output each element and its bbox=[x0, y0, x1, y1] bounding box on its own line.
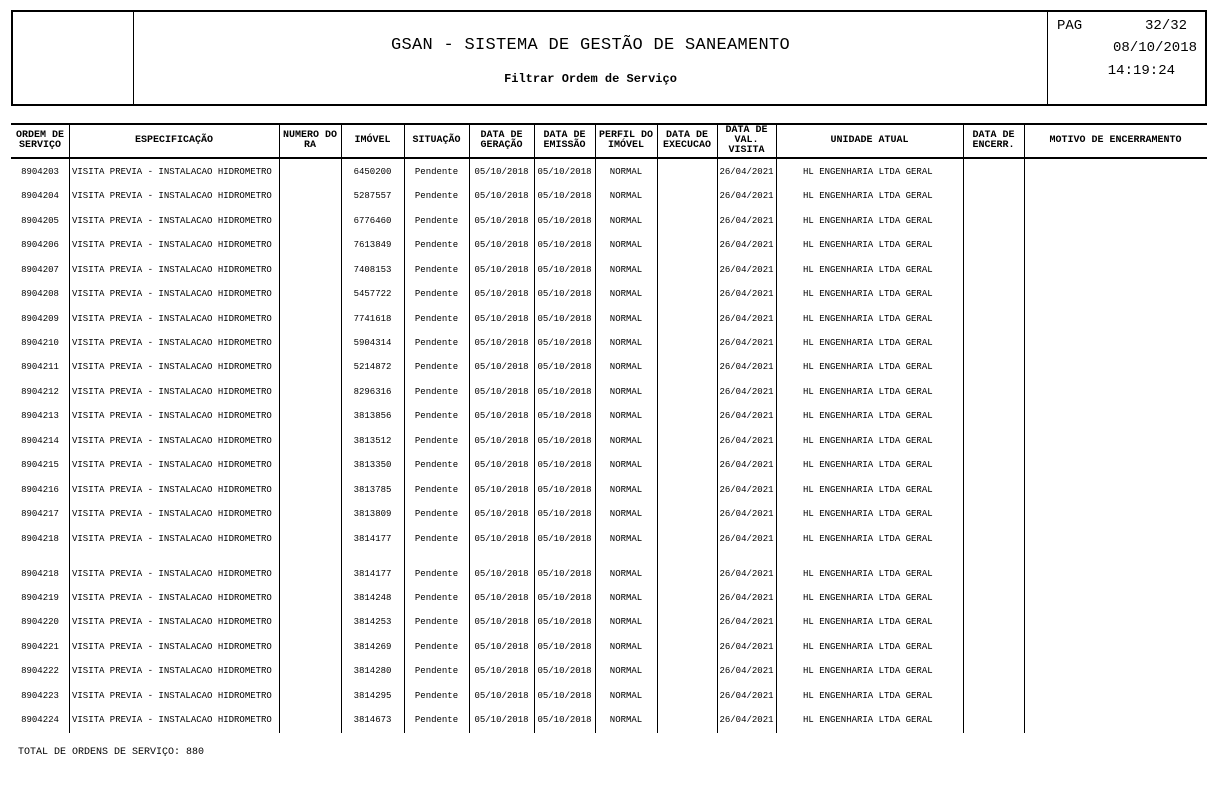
cell-geracao: 05/10/2018 bbox=[474, 642, 529, 652]
table-row bbox=[11, 507, 1207, 521]
table-row bbox=[11, 165, 1207, 179]
logo-area bbox=[13, 12, 134, 104]
cell-imovel: 7613849 bbox=[353, 240, 392, 250]
cell-emissao: 05/10/2018 bbox=[537, 191, 592, 201]
column-header-line: UNIDADE ATUAL bbox=[830, 135, 909, 146]
cell-perfil: NORMAL bbox=[609, 314, 643, 324]
cell-geracao: 05/10/2018 bbox=[474, 436, 529, 446]
cell-unidade: HL ENGENHARIA LTDA GERAL bbox=[803, 191, 933, 201]
cell-emissao: 05/10/2018 bbox=[537, 387, 592, 397]
cell-unidade: HL ENGENHARIA LTDA GERAL bbox=[803, 314, 933, 324]
th-unidade bbox=[776, 125, 963, 157]
cell-situacao: Pendente bbox=[414, 191, 459, 201]
th-execucao bbox=[657, 125, 717, 157]
cell-geracao: 05/10/2018 bbox=[474, 167, 529, 177]
cell-situacao: Pendente bbox=[414, 715, 459, 725]
cell-geracao: 05/10/2018 bbox=[474, 411, 529, 421]
cell-emissao: 05/10/2018 bbox=[537, 569, 592, 579]
page-label: PAG bbox=[1057, 18, 1083, 34]
cell-situacao: Pendente bbox=[414, 240, 459, 250]
cell-imovel: 5214872 bbox=[353, 362, 392, 372]
cell-imovel: 7741618 bbox=[353, 314, 392, 324]
cell-emissao: 05/10/2018 bbox=[537, 534, 592, 544]
cell-ordem: 8904204 bbox=[21, 191, 59, 201]
cell-imovel: 3813809 bbox=[353, 509, 392, 519]
cell-imovel: 5287557 bbox=[353, 191, 392, 201]
cell-imovel: 3814673 bbox=[353, 715, 392, 725]
cell-situacao: Pendente bbox=[414, 314, 459, 324]
cell-especificacao: VISITA PREVIA - INSTALACAO HIDROMETRO bbox=[72, 362, 272, 372]
cell-especificacao: VISITA PREVIA - INSTALACAO HIDROMETRO bbox=[72, 642, 272, 652]
cell-geracao: 05/10/2018 bbox=[474, 387, 529, 397]
table-row bbox=[11, 434, 1207, 448]
table-row bbox=[11, 713, 1207, 727]
cell-unidade: HL ENGENHARIA LTDA GERAL bbox=[803, 485, 933, 495]
cell-unidade: HL ENGENHARIA LTDA GERAL bbox=[803, 387, 933, 397]
cell-val-visita: 26/04/2021 bbox=[719, 485, 774, 495]
cell-emissao: 05/10/2018 bbox=[537, 216, 592, 226]
cell-unidade: HL ENGENHARIA LTDA GERAL bbox=[803, 436, 933, 446]
cell-imovel: 3814177 bbox=[353, 569, 392, 579]
cell-situacao: Pendente bbox=[414, 338, 459, 348]
cell-val-visita: 26/04/2021 bbox=[719, 715, 774, 725]
cell-situacao: Pendente bbox=[414, 569, 459, 579]
column-header-line: DATA DE bbox=[543, 130, 586, 141]
cell-val-visita: 26/04/2021 bbox=[719, 387, 774, 397]
column-header-line: DATA DE bbox=[725, 125, 768, 136]
cell-unidade: HL ENGENHARIA LTDA GERAL bbox=[803, 460, 933, 470]
page-number: 32/32 bbox=[1144, 18, 1187, 34]
cell-unidade: HL ENGENHARIA LTDA GERAL bbox=[803, 362, 933, 372]
column-header-line: EMISSÃO bbox=[543, 140, 586, 151]
cell-ordem: 8904206 bbox=[21, 240, 59, 250]
cell-situacao: Pendente bbox=[414, 534, 459, 544]
cell-geracao: 05/10/2018 bbox=[474, 617, 529, 627]
cell-especificacao: VISITA PREVIA - INSTALACAO HIDROMETRO bbox=[72, 411, 272, 421]
cell-ordem: 8904217 bbox=[21, 509, 59, 519]
cell-ordem: 8904203 bbox=[21, 167, 59, 177]
cell-situacao: Pendente bbox=[414, 216, 459, 226]
cell-perfil: NORMAL bbox=[609, 642, 643, 652]
cell-situacao: Pendente bbox=[414, 460, 459, 470]
cell-imovel: 7408153 bbox=[353, 265, 392, 275]
cell-situacao: Pendente bbox=[414, 436, 459, 446]
column-header-line: IMÓVEL bbox=[354, 135, 391, 146]
cell-geracao: 05/10/2018 bbox=[474, 569, 529, 579]
cell-val-visita: 26/04/2021 bbox=[719, 191, 774, 201]
cell-unidade: HL ENGENHARIA LTDA GERAL bbox=[803, 593, 933, 603]
cell-emissao: 05/10/2018 bbox=[537, 666, 592, 676]
cell-emissao: 05/10/2018 bbox=[537, 436, 592, 446]
cell-ordem: 8904223 bbox=[21, 691, 59, 701]
cell-val-visita: 26/04/2021 bbox=[719, 338, 774, 348]
cell-especificacao: VISITA PREVIA - INSTALACAO HIDROMETRO bbox=[72, 167, 272, 177]
cell-ordem: 8904207 bbox=[21, 265, 59, 275]
orders-table bbox=[11, 123, 1207, 159]
cell-ordem: 8904208 bbox=[21, 289, 59, 299]
cell-val-visita: 26/04/2021 bbox=[719, 167, 774, 177]
cell-situacao: Pendente bbox=[414, 387, 459, 397]
cell-ordem: 8904219 bbox=[21, 593, 59, 603]
cell-perfil: NORMAL bbox=[609, 436, 643, 446]
cell-imovel: 3814253 bbox=[353, 617, 392, 627]
cell-perfil: NORMAL bbox=[609, 167, 643, 177]
cell-especificacao: VISITA PREVIA - INSTALACAO HIDROMETRO bbox=[72, 191, 272, 201]
cell-perfil: NORMAL bbox=[609, 240, 643, 250]
cell-geracao: 05/10/2018 bbox=[474, 534, 529, 544]
column-header-line: PERFIL DO bbox=[598, 130, 653, 141]
cell-perfil: NORMAL bbox=[609, 191, 643, 201]
table-row bbox=[11, 640, 1207, 654]
cell-perfil: NORMAL bbox=[609, 715, 643, 725]
cell-imovel: 3813512 bbox=[353, 436, 392, 446]
column-header-line: DATA DE bbox=[480, 130, 523, 141]
cell-especificacao: VISITA PREVIA - INSTALACAO HIDROMETRO bbox=[72, 265, 272, 275]
column-header-line: MOTIVO DE ENCERRAMENTO bbox=[1049, 135, 1182, 146]
cell-situacao: Pendente bbox=[414, 509, 459, 519]
th-imovel bbox=[341, 125, 404, 157]
cell-val-visita: 26/04/2021 bbox=[719, 362, 774, 372]
table-row bbox=[11, 458, 1207, 472]
cell-imovel: 5457722 bbox=[353, 289, 392, 299]
cell-perfil: NORMAL bbox=[609, 617, 643, 627]
cell-val-visita: 26/04/2021 bbox=[719, 593, 774, 603]
cell-geracao: 05/10/2018 bbox=[474, 265, 529, 275]
cell-unidade: HL ENGENHARIA LTDA GERAL bbox=[803, 289, 933, 299]
cell-geracao: 05/10/2018 bbox=[474, 593, 529, 603]
cell-ordem: 8904216 bbox=[21, 485, 59, 495]
table-header bbox=[11, 123, 1207, 159]
table-row bbox=[11, 483, 1207, 497]
cell-val-visita: 26/04/2021 bbox=[719, 642, 774, 652]
cell-geracao: 05/10/2018 bbox=[474, 715, 529, 725]
table-row bbox=[11, 664, 1207, 678]
cell-emissao: 05/10/2018 bbox=[537, 289, 592, 299]
cell-unidade: HL ENGENHARIA LTDA GERAL bbox=[803, 509, 933, 519]
cell-situacao: Pendente bbox=[414, 593, 459, 603]
cell-especificacao: VISITA PREVIA - INSTALACAO HIDROMETRO bbox=[72, 691, 272, 701]
cell-unidade: HL ENGENHARIA LTDA GERAL bbox=[803, 240, 933, 250]
th-motivo bbox=[1024, 125, 1207, 157]
cell-perfil: NORMAL bbox=[609, 691, 643, 701]
table-row bbox=[11, 385, 1207, 399]
cell-val-visita: 26/04/2021 bbox=[719, 436, 774, 446]
cell-val-visita: 26/04/2021 bbox=[719, 666, 774, 676]
cell-ordem: 8904205 bbox=[21, 216, 59, 226]
cell-emissao: 05/10/2018 bbox=[537, 314, 592, 324]
cell-val-visita: 26/04/2021 bbox=[719, 314, 774, 324]
cell-imovel: 3814280 bbox=[353, 666, 392, 676]
page-info-box bbox=[1047, 12, 1205, 104]
cell-perfil: NORMAL bbox=[609, 569, 643, 579]
cell-unidade: HL ENGENHARIA LTDA GERAL bbox=[803, 569, 933, 579]
cell-ordem: 8904222 bbox=[21, 666, 59, 676]
table-row bbox=[11, 263, 1207, 277]
cell-geracao: 05/10/2018 bbox=[474, 338, 529, 348]
column-header-line: NUMERO DO bbox=[282, 130, 337, 141]
column-header-line: VAL. bbox=[734, 135, 759, 146]
th-situacao bbox=[404, 125, 469, 157]
cell-situacao: Pendente bbox=[414, 362, 459, 372]
table-row bbox=[11, 287, 1207, 301]
column-header-line: ENCERR. bbox=[972, 140, 1015, 151]
cell-val-visita: 26/04/2021 bbox=[719, 617, 774, 627]
table-row bbox=[11, 238, 1207, 252]
cell-geracao: 05/10/2018 bbox=[474, 485, 529, 495]
table-row bbox=[11, 336, 1207, 350]
column-header-line: SERVIÇO bbox=[18, 140, 61, 151]
cell-imovel: 8296316 bbox=[353, 387, 392, 397]
cell-perfil: NORMAL bbox=[609, 666, 643, 676]
th-emissao bbox=[534, 125, 595, 157]
cell-geracao: 05/10/2018 bbox=[474, 314, 529, 324]
cell-unidade: HL ENGENHARIA LTDA GERAL bbox=[803, 167, 933, 177]
cell-emissao: 05/10/2018 bbox=[537, 691, 592, 701]
cell-ordem: 8904211 bbox=[21, 362, 59, 372]
cell-perfil: NORMAL bbox=[609, 387, 643, 397]
table-row bbox=[11, 567, 1207, 581]
report-date: 08/10/2018 bbox=[1112, 40, 1197, 56]
column-header-line: DATA DE bbox=[972, 130, 1015, 141]
cell-emissao: 05/10/2018 bbox=[537, 593, 592, 603]
report-subtitle: Filtrar Ordem de Serviço bbox=[504, 72, 677, 86]
report-time: 14:19:24 bbox=[1107, 63, 1175, 79]
table-row bbox=[11, 591, 1207, 605]
cell-geracao: 05/10/2018 bbox=[474, 460, 529, 470]
column-header-line: EXECUCAO bbox=[662, 140, 711, 151]
report-title: GSAN - SISTEMA DE GESTÃO DE SANEAMENTO bbox=[390, 36, 791, 55]
column-header-line: SITUAÇÃO bbox=[412, 135, 461, 146]
cell-val-visita: 26/04/2021 bbox=[719, 534, 774, 544]
cell-val-visita: 26/04/2021 bbox=[719, 509, 774, 519]
cell-situacao: Pendente bbox=[414, 642, 459, 652]
cell-emissao: 05/10/2018 bbox=[537, 617, 592, 627]
cell-especificacao: VISITA PREVIA - INSTALACAO HIDROMETRO bbox=[72, 715, 272, 725]
cell-situacao: Pendente bbox=[414, 289, 459, 299]
cell-especificacao: VISITA PREVIA - INSTALACAO HIDROMETRO bbox=[72, 485, 272, 495]
th-numero-ra bbox=[279, 125, 341, 157]
cell-especificacao: VISITA PREVIA - INSTALACAO HIDROMETRO bbox=[72, 460, 272, 470]
cell-emissao: 05/10/2018 bbox=[537, 460, 592, 470]
cell-val-visita: 26/04/2021 bbox=[719, 240, 774, 250]
cell-emissao: 05/10/2018 bbox=[537, 715, 592, 725]
cell-especificacao: VISITA PREVIA - INSTALACAO HIDROMETRO bbox=[72, 666, 272, 676]
cell-geracao: 05/10/2018 bbox=[474, 289, 529, 299]
cell-ordem: 8904220 bbox=[21, 617, 59, 627]
cell-situacao: Pendente bbox=[414, 485, 459, 495]
cell-situacao: Pendente bbox=[414, 265, 459, 275]
table-row bbox=[11, 615, 1207, 629]
cell-emissao: 05/10/2018 bbox=[537, 167, 592, 177]
cell-unidade: HL ENGENHARIA LTDA GERAL bbox=[803, 216, 933, 226]
cell-unidade: HL ENGENHARIA LTDA GERAL bbox=[803, 666, 933, 676]
cell-unidade: HL ENGENHARIA LTDA GERAL bbox=[803, 617, 933, 627]
cell-especificacao: VISITA PREVIA - INSTALACAO HIDROMETRO bbox=[72, 593, 272, 603]
column-header-line: GERAÇÃO bbox=[480, 140, 523, 151]
cell-val-visita: 26/04/2021 bbox=[719, 216, 774, 226]
th-ordem bbox=[11, 125, 69, 157]
table-row bbox=[11, 189, 1207, 203]
cell-especificacao: VISITA PREVIA - INSTALACAO HIDROMETRO bbox=[72, 387, 272, 397]
cell-geracao: 05/10/2018 bbox=[474, 362, 529, 372]
cell-situacao: Pendente bbox=[414, 691, 459, 701]
cell-situacao: Pendente bbox=[414, 411, 459, 421]
cell-val-visita: 26/04/2021 bbox=[719, 411, 774, 421]
cell-ordem: 8904215 bbox=[21, 460, 59, 470]
cell-imovel: 3813856 bbox=[353, 411, 392, 421]
table-row bbox=[11, 409, 1207, 423]
cell-geracao: 05/10/2018 bbox=[474, 509, 529, 519]
total-value: 880 bbox=[186, 747, 205, 758]
cell-emissao: 05/10/2018 bbox=[537, 642, 592, 652]
cell-geracao: 05/10/2018 bbox=[474, 240, 529, 250]
th-geracao bbox=[469, 125, 534, 157]
column-header-line: IMÓVEL bbox=[607, 140, 644, 151]
th-encerr bbox=[963, 125, 1024, 157]
cell-unidade: HL ENGENHARIA LTDA GERAL bbox=[803, 338, 933, 348]
th-especificacao bbox=[69, 125, 279, 157]
cell-emissao: 05/10/2018 bbox=[537, 265, 592, 275]
report-header bbox=[11, 10, 1207, 106]
cell-ordem: 8904218 bbox=[21, 569, 59, 579]
cell-especificacao: VISITA PREVIA - INSTALACAO HIDROMETRO bbox=[72, 240, 272, 250]
cell-imovel: 3814248 bbox=[353, 593, 392, 603]
cell-imovel: 3814269 bbox=[353, 642, 392, 652]
cell-unidade: HL ENGENHARIA LTDA GERAL bbox=[803, 715, 933, 725]
column-header-line: ORDEM DE bbox=[15, 130, 64, 141]
cell-val-visita: 26/04/2021 bbox=[719, 265, 774, 275]
cell-unidade: HL ENGENHARIA LTDA GERAL bbox=[803, 642, 933, 652]
cell-perfil: NORMAL bbox=[609, 338, 643, 348]
column-header-line: VISITA bbox=[728, 145, 765, 156]
cell-ordem: 8904214 bbox=[21, 436, 59, 446]
cell-especificacao: VISITA PREVIA - INSTALACAO HIDROMETRO bbox=[72, 314, 272, 324]
th-val-visita bbox=[717, 125, 776, 157]
cell-imovel: 6450200 bbox=[353, 167, 392, 177]
cell-perfil: NORMAL bbox=[609, 265, 643, 275]
cell-imovel: 5904314 bbox=[353, 338, 392, 348]
cell-emissao: 05/10/2018 bbox=[537, 240, 592, 250]
cell-perfil: NORMAL bbox=[609, 411, 643, 421]
cell-perfil: NORMAL bbox=[609, 216, 643, 226]
cell-situacao: Pendente bbox=[414, 167, 459, 177]
cell-ordem: 8904218 bbox=[21, 534, 59, 544]
cell-geracao: 05/10/2018 bbox=[474, 666, 529, 676]
cell-ordem: 8904213 bbox=[21, 411, 59, 421]
cell-imovel: 3813785 bbox=[353, 485, 392, 495]
cell-geracao: 05/10/2018 bbox=[474, 691, 529, 701]
total-orders bbox=[18, 747, 204, 758]
cell-perfil: NORMAL bbox=[609, 362, 643, 372]
cell-situacao: Pendente bbox=[414, 617, 459, 627]
cell-especificacao: VISITA PREVIA - INSTALACAO HIDROMETRO bbox=[72, 216, 272, 226]
th-perfil bbox=[595, 125, 657, 157]
cell-perfil: NORMAL bbox=[609, 534, 643, 544]
cell-especificacao: VISITA PREVIA - INSTALACAO HIDROMETRO bbox=[72, 436, 272, 446]
table-row bbox=[11, 214, 1207, 228]
cell-especificacao: VISITA PREVIA - INSTALACAO HIDROMETRO bbox=[72, 338, 272, 348]
cell-perfil: NORMAL bbox=[609, 593, 643, 603]
cell-ordem: 8904210 bbox=[21, 338, 59, 348]
cell-ordem: 8904209 bbox=[21, 314, 59, 324]
cell-unidade: HL ENGENHARIA LTDA GERAL bbox=[803, 691, 933, 701]
cell-unidade: HL ENGENHARIA LTDA GERAL bbox=[803, 265, 933, 275]
cell-especificacao: VISITA PREVIA - INSTALACAO HIDROMETRO bbox=[72, 289, 272, 299]
cell-unidade: HL ENGENHARIA LTDA GERAL bbox=[803, 534, 933, 544]
total-label: TOTAL DE ORDENS DE SERVIÇO: bbox=[18, 747, 181, 758]
cell-especificacao: VISITA PREVIA - INSTALACAO HIDROMETRO bbox=[72, 569, 272, 579]
table-row bbox=[11, 360, 1207, 374]
cell-situacao: Pendente bbox=[414, 666, 459, 676]
cell-imovel: 3814295 bbox=[353, 691, 392, 701]
cell-val-visita: 26/04/2021 bbox=[719, 460, 774, 470]
cell-especificacao: VISITA PREVIA - INSTALACAO HIDROMETRO bbox=[72, 509, 272, 519]
cell-val-visita: 26/04/2021 bbox=[719, 289, 774, 299]
cell-imovel: 3814177 bbox=[353, 534, 392, 544]
table-row bbox=[11, 532, 1207, 546]
cell-imovel: 6776460 bbox=[353, 216, 392, 226]
cell-emissao: 05/10/2018 bbox=[537, 362, 592, 372]
cell-especificacao: VISITA PREVIA - INSTALACAO HIDROMETRO bbox=[72, 534, 272, 544]
cell-geracao: 05/10/2018 bbox=[474, 216, 529, 226]
column-header-line: ESPECIFICAÇÃO bbox=[134, 135, 213, 146]
column-header-line: RA bbox=[303, 140, 316, 151]
cell-val-visita: 26/04/2021 bbox=[719, 569, 774, 579]
cell-especificacao: VISITA PREVIA - INSTALACAO HIDROMETRO bbox=[72, 617, 272, 627]
table-row bbox=[11, 312, 1207, 326]
cell-emissao: 05/10/2018 bbox=[537, 485, 592, 495]
cell-perfil: NORMAL bbox=[609, 460, 643, 470]
cell-emissao: 05/10/2018 bbox=[537, 411, 592, 421]
column-header-line: DATA DE bbox=[665, 130, 708, 141]
cell-imovel: 3813350 bbox=[353, 460, 392, 470]
cell-ordem: 8904221 bbox=[21, 642, 59, 652]
cell-emissao: 05/10/2018 bbox=[537, 338, 592, 348]
cell-perfil: NORMAL bbox=[609, 509, 643, 519]
cell-val-visita: 26/04/2021 bbox=[719, 691, 774, 701]
cell-perfil: NORMAL bbox=[609, 485, 643, 495]
cell-emissao: 05/10/2018 bbox=[537, 509, 592, 519]
cell-unidade: HL ENGENHARIA LTDA GERAL bbox=[803, 411, 933, 421]
cell-perfil: NORMAL bbox=[609, 289, 643, 299]
table-row bbox=[11, 689, 1207, 703]
cell-ordem: 8904212 bbox=[21, 387, 59, 397]
cell-ordem: 8904224 bbox=[21, 715, 59, 725]
cell-geracao: 05/10/2018 bbox=[474, 191, 529, 201]
